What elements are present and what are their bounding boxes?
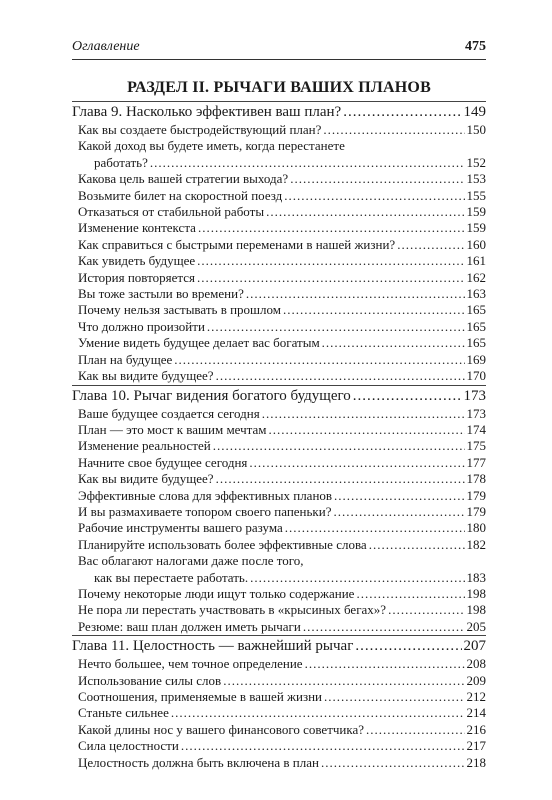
leader-dots [283, 302, 464, 318]
toc-entry-page: 161 [466, 253, 486, 269]
toc-entry-title: Какова цель вашей стратегии выхода? [78, 171, 289, 187]
toc-entry-title: План — это мост к вашим мечтам [78, 421, 267, 437]
toc-entry [72, 619, 486, 635]
leader-dots [305, 656, 465, 672]
leader-dots [150, 155, 465, 171]
chapter-page: 207 [463, 638, 486, 655]
leader-dots [207, 319, 465, 335]
leader-dots [366, 722, 464, 738]
toc-entry [72, 586, 486, 602]
leader-dots [356, 586, 464, 602]
running-header [72, 37, 486, 60]
toc-entry-title: Как вы видите будущее? [78, 368, 214, 384]
toc-entry-page: 178 [466, 471, 486, 487]
toc-entry-title: как вы перестаете работать. [94, 569, 249, 585]
toc-entry-page: 214 [466, 705, 486, 721]
leader-dots [355, 636, 461, 656]
chapter-title: Глава 11. Целостность — важнейший рычаг [72, 638, 354, 655]
toc-entry-page: 162 [466, 269, 486, 285]
toc-entry [72, 520, 486, 536]
chapter-title: Глава 9. Насколько эффективен ваш план? [72, 104, 342, 120]
toc-entry-title: Какой длины нос у вашего финансового советчика? [78, 721, 365, 737]
leader-dots [369, 537, 465, 553]
chapter-heading [72, 386, 486, 406]
toc-entry-page: 159 [466, 204, 486, 220]
leader-dots [397, 237, 464, 253]
toc-entry-line: Вас облагают налогами даже после того, [78, 553, 304, 569]
leader-dots [290, 171, 464, 187]
toc-entry-title: Соотношения, применяемые в вашей жизни [78, 689, 323, 704]
leader-dots [181, 738, 465, 754]
toc-entry-title: Что должно произойти [78, 318, 205, 334]
leader-dots [323, 122, 464, 138]
page-number: 475 [465, 39, 486, 54]
leader-dots [322, 335, 465, 351]
toc-entry-page: 165 [466, 335, 486, 351]
toc-entry-page: 177 [466, 454, 486, 470]
leader-dots [262, 406, 465, 422]
leader-dots [269, 422, 465, 438]
leader-dots [388, 602, 464, 618]
toc-entry [72, 155, 486, 171]
toc-entry-page: 165 [466, 302, 486, 318]
toc-entry [72, 504, 486, 520]
toc-entry [72, 237, 486, 253]
toc-entry [72, 537, 486, 553]
toc-entry-title: И вы размахиваете топором своего папеньки? [78, 503, 332, 519]
toc-entry-page: 209 [466, 672, 486, 688]
leader-dots [197, 253, 464, 269]
toc-entry [72, 689, 486, 705]
toc-entry [72, 302, 486, 318]
toc-entry [72, 673, 486, 689]
toc-entry-title: Рабочие инструменты вашего разума [78, 520, 283, 536]
leader-dots [223, 673, 464, 689]
leader-dots [216, 471, 465, 487]
toc-entry-page: 198 [466, 602, 486, 618]
toc-entry [72, 656, 486, 672]
toc-entry [72, 570, 486, 586]
toc-entry-page: 174 [466, 421, 486, 437]
toc-entry [72, 705, 486, 721]
table-of-contents [72, 101, 486, 771]
toc-entry-title: Возьмите билет на скоростной поезд [78, 187, 283, 203]
toc-entry-title: Как увидеть будущее [78, 253, 196, 269]
toc-entry-title: Начните свое будущее сегодня [78, 454, 248, 470]
toc-entry-page: 179 [466, 487, 486, 503]
toc-entry-title: История повторяется [78, 269, 195, 285]
toc-entry-title: План на будущее [78, 351, 173, 367]
toc-entry-title: Как вы создаете быстродействующий план? [78, 122, 322, 137]
toc-entry [72, 204, 486, 220]
toc-entry-title: Нечто большее, чем точное определение [78, 656, 303, 672]
chapter-block [72, 635, 486, 771]
leader-dots [250, 570, 464, 586]
toc-entry [72, 286, 486, 302]
toc-entry-title: Станьте сильнее [78, 705, 169, 721]
toc-entry-page: 198 [466, 585, 486, 601]
toc-entry [72, 253, 486, 269]
toc-entry-page: 182 [466, 536, 486, 552]
toc-entry-line: Какой доход вы будете иметь, когда перестанете [78, 138, 345, 154]
toc-entry-page: 216 [466, 721, 486, 737]
toc-entry-page: 218 [466, 754, 486, 770]
toc-entry-page: 175 [466, 438, 486, 454]
toc-entry [72, 406, 486, 422]
toc-entry [72, 438, 486, 454]
leader-dots [333, 504, 464, 520]
running-header-title: Оглавление [72, 39, 140, 54]
leader-dots [334, 488, 464, 504]
leader-dots [249, 455, 464, 471]
toc-entry-page: 217 [466, 738, 486, 754]
toc-entry [72, 722, 486, 738]
toc-entry-title: Не пора ли перестать участвовать в «крысиных бегах»? [78, 602, 387, 618]
toc-entry [72, 352, 486, 368]
leader-dots [213, 438, 465, 454]
toc-entry-title: Планируйте использовать более эффективные слова [78, 536, 367, 552]
toc-entry-page: 173 [466, 405, 486, 421]
toc-entry-title: Вы тоже застыли во времени? [78, 286, 244, 302]
toc-entry [72, 188, 486, 204]
toc-entry [72, 171, 486, 187]
toc-entry-page: 153 [466, 171, 486, 187]
toc-entry-title: Умение видеть будущее делает вас богатым [78, 335, 320, 351]
toc-entry-title: Изменение контекста [78, 220, 196, 236]
toc-entry-page: 160 [466, 236, 486, 252]
toc-entry-page: 170 [466, 368, 486, 384]
toc-entry-title: Сила целостности [78, 738, 179, 754]
toc-entry-title: Ваше будущее создается сегодня [78, 405, 260, 421]
toc-entry-page: 150 [466, 122, 486, 137]
toc-entry-title: Резюме: ваш план должен иметь рычаги [78, 618, 301, 634]
chapter-heading [72, 636, 486, 656]
leader-dots [197, 270, 465, 286]
toc-entry [72, 319, 486, 335]
toc-entry [72, 335, 486, 351]
toc-entry [72, 488, 486, 504]
toc-entry-title: Использование силы слов [78, 672, 222, 688]
toc-entry-page: 208 [466, 656, 486, 672]
toc-entry [72, 422, 486, 438]
toc-entry-page: 165 [466, 318, 486, 334]
toc-entry-title: Почему нельзя застывать в прошлом [78, 302, 282, 318]
toc-entry-page: 152 [466, 154, 486, 170]
toc-entry [72, 738, 486, 754]
leader-dots [266, 204, 464, 220]
toc-entry [72, 122, 486, 138]
leader-dots [343, 102, 461, 122]
toc-entry-page: 169 [466, 351, 486, 367]
chapter-page: 173 [463, 387, 486, 404]
chapter-block [72, 385, 486, 636]
toc-entry-title: Отказаться от стабильной работы [78, 204, 265, 220]
toc-entry-title: Как вы видите будущее? [78, 471, 214, 487]
toc-entry-page: 183 [466, 569, 486, 585]
toc-entry-title: Целостность должна быть включена в план [78, 754, 319, 770]
toc-entry-title: Эффективные слова для эффективных планов [78, 487, 333, 503]
leader-dots [324, 689, 464, 705]
toc-entry-page: 155 [466, 187, 486, 203]
leader-dots [246, 286, 465, 302]
chapter-title: Глава 10. Рычаг видения богатого будущего [72, 387, 351, 404]
leader-dots [171, 705, 465, 721]
toc-entry-page: 212 [466, 689, 486, 704]
chapter-heading [72, 102, 486, 122]
leader-dots [174, 352, 464, 368]
toc-entry-page: 159 [466, 220, 486, 236]
leader-dots [303, 619, 465, 635]
toc-entry [72, 602, 486, 618]
toc-entry-title: работать? [94, 154, 148, 170]
toc-entry [72, 270, 486, 286]
leader-dots [216, 368, 465, 384]
leader-dots [284, 188, 464, 204]
chapter-page: 149 [463, 104, 486, 120]
toc-entry-page: 180 [466, 520, 486, 536]
section-title: РАЗДЕЛ II. РЫЧАГИ ВАШИХ ПЛАНОВ [127, 79, 431, 96]
leader-dots [285, 520, 465, 536]
toc-entry [72, 755, 486, 771]
leader-dots [353, 386, 462, 406]
toc-entry-title: Почему некоторые люди ищут только содержание [78, 585, 355, 601]
leader-dots [321, 755, 465, 771]
toc-entry-page: 205 [466, 618, 486, 634]
leader-dots [198, 220, 465, 236]
toc-entry [72, 455, 486, 471]
toc-entry [72, 368, 486, 384]
toc-entry-page: 163 [466, 286, 486, 302]
chapter-block [72, 101, 486, 385]
toc-entry-page: 179 [466, 503, 486, 519]
toc-entry [72, 220, 486, 236]
toc-entry-title: Изменение реальностей [78, 438, 211, 454]
toc-entry-title: Как справиться с быстрыми переменами в нашей жизни? [78, 236, 396, 252]
toc-entry [72, 471, 486, 487]
